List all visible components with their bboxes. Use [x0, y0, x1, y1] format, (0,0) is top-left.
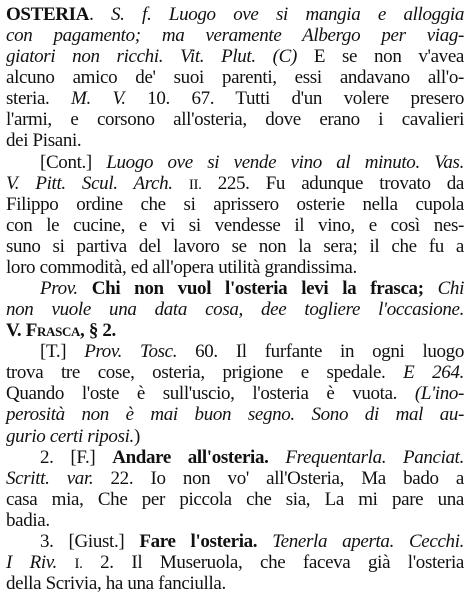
definition: con pagamento; ma veramente Albergo per viag-	[6, 25, 464, 47]
citation: Vit. Plut.	[180, 46, 256, 68]
citation: M. V.	[71, 88, 126, 110]
sense-mark: [T.]	[40, 341, 67, 363]
citation: I Riv.	[6, 551, 57, 573]
quotation: steria.	[6, 88, 50, 110]
entry-line-28	[6, 573, 464, 597]
quotation: l'armi, e corsono all'osteria, dove erano i cavalieri	[6, 109, 464, 131]
citation-ref: E 264.	[403, 362, 464, 384]
quotation: della Scrivia, ha una fanciulla.	[6, 573, 226, 594]
quotation: trova tre cose, osteria, prigione e spedale.	[6, 362, 386, 384]
citation: Prov. Tosc.	[84, 341, 178, 363]
sense-mark: [Giust.]	[68, 530, 125, 552]
quotation: E se non v'avea	[313, 46, 464, 68]
definition: Tenerla aperta.	[272, 530, 394, 552]
note: perosità non è mai buon segno. Sono di mal au-	[6, 404, 464, 426]
citation-ref: 2.	[100, 551, 114, 573]
definition: Luogo ove si vende vino al minuto.	[106, 151, 420, 173]
citation-ref: 10. 67.	[147, 88, 215, 110]
quotation: Io non vo' all'Osteria, Ma bado a	[150, 467, 464, 489]
quotation: loro commodità, ed all'opera utilità grandissima.	[6, 256, 357, 278]
citation: Vas.	[434, 151, 464, 173]
sense-number: 2.	[40, 446, 54, 468]
quotation: Filippo ordine che si aprissero osterie nella cupola	[6, 193, 464, 215]
quotation: Fu adunque trovato da	[265, 172, 465, 194]
entry-line-1: OSTERIA. S. f. Luogo ove si mangia e alloggia	[6, 4, 464, 25]
definition: Luogo ove si mangia e alloggia	[168, 4, 464, 25]
citation-ref: 60.	[195, 341, 218, 363]
proverb-phrase: Chi non vuol l'osteria levi la frasca;	[91, 278, 424, 299]
quotation: dei Pisani.	[6, 130, 82, 152]
note: gurio certi riposi.	[6, 425, 134, 447]
sense-mark: [Cont.]	[40, 151, 92, 173]
see-also-word: Frasca	[25, 320, 81, 342]
citation-ref: 22.	[110, 467, 134, 489]
citation: Panciat.	[402, 446, 465, 468]
phrase: Fare l'osteria.	[139, 530, 258, 552]
definition: Frequentarla.	[285, 446, 387, 468]
citation-ref: 225.	[217, 172, 250, 194]
definition: Chi	[437, 278, 465, 299]
quotation: suno si partiva del lavoro se non la sera; il che fu a	[6, 235, 464, 257]
quotation: badia.	[6, 509, 50, 531]
headword: OSTERIA	[6, 4, 90, 25]
citation-vol: II.	[188, 176, 202, 193]
note-close: )	[133, 425, 140, 447]
see-also-v: V.	[6, 320, 22, 342]
definition: non vuole una data cosa, dee togliere l'occasione.	[6, 299, 464, 320]
citation: V. Pitt. Scul. Arch.	[6, 172, 173, 194]
quotation: Tutti d'un volere presero	[235, 88, 464, 110]
quotation: Il Museruola, che faceva già l'osteria	[131, 551, 464, 573]
citation-vol: I.	[74, 555, 83, 572]
definition: giatori non ricchi.	[6, 46, 164, 68]
citation: Scritt. var.	[6, 467, 94, 489]
quotation: casa mia, Che per piccola che sia, La mi pare una	[6, 488, 464, 510]
see-also-section: , § 2.	[80, 320, 116, 342]
quotation: Quando l'oste è sull'uscio, l'osteria è vuota.	[6, 383, 398, 405]
part-of-speech: S. f.	[110, 4, 152, 25]
sense-mark: [F.]	[70, 446, 96, 468]
quotation: Il furfante in ogni luogo	[235, 341, 464, 363]
sense-number: 3.	[40, 530, 54, 552]
quotation: alcuno amico de' suoi parenti, essi andavano all'o-	[6, 67, 464, 89]
proverb-label: Prov.	[40, 278, 78, 299]
citation-mark: (C)	[272, 46, 297, 68]
citation: Cecchi.	[408, 530, 465, 552]
quotation: con le cucine, e vi si vendesse il vino, e così nes-	[6, 214, 464, 236]
note: (L'ino-	[414, 383, 464, 405]
phrase: Andare all'osteria.	[112, 446, 269, 468]
